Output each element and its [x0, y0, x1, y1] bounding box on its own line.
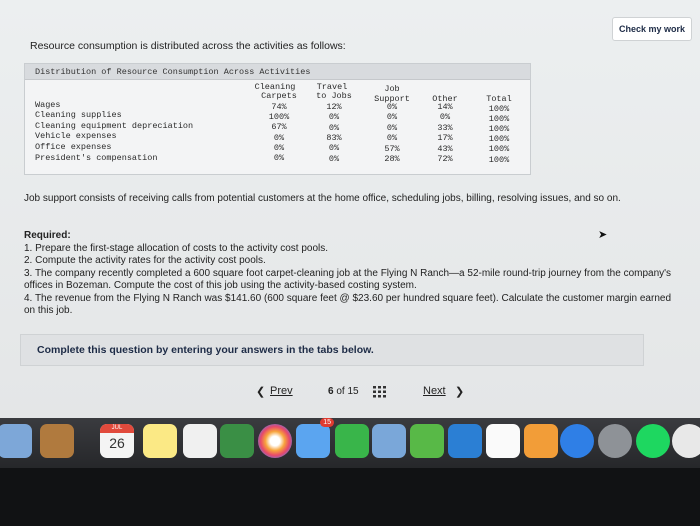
page-indicator	[328, 386, 359, 397]
cell: 0%	[273, 133, 285, 143]
cell: 0%	[328, 123, 340, 133]
grid-icon[interactable]	[373, 386, 387, 398]
cell: 57%	[384, 144, 400, 154]
app-store-icon[interactable]	[560, 424, 594, 458]
cell: 0%	[328, 143, 340, 153]
distribution-table-header	[25, 64, 530, 80]
distribution-table	[24, 63, 531, 175]
job-support-description: Job support consists of receiving calls from potential customers at the home office, scheduling jobs, billing, resolving issues, and so on.	[24, 193, 621, 204]
chevron-left-icon[interactable]: ❮	[256, 386, 266, 398]
cell: 0%	[386, 133, 398, 143]
check-my-work-button[interactable]: Check my work	[612, 17, 692, 41]
contacts-icon[interactable]	[40, 424, 74, 458]
system-preferences-icon[interactable]	[598, 424, 632, 458]
cell: 74%	[271, 102, 287, 112]
cell: 0%	[386, 112, 398, 122]
row-label: Wages	[35, 100, 61, 110]
books-icon[interactable]	[524, 424, 558, 458]
cell: 0%	[328, 112, 340, 122]
next-button[interactable]: Next	[423, 385, 446, 397]
calendar-day: 26	[109, 435, 125, 451]
cell: 100%	[488, 134, 510, 144]
cell: 100%	[488, 124, 510, 134]
cell: 100%	[488, 104, 510, 114]
prev-button[interactable]: Prev	[270, 385, 293, 397]
facetime-icon[interactable]	[335, 424, 369, 458]
col-header-carpets: Carpets	[261, 91, 297, 101]
col-header-support: Support	[374, 94, 410, 104]
pages-icon[interactable]	[372, 424, 406, 458]
cell: 14%	[437, 102, 453, 112]
col-header-cleaning: Cleaning	[254, 82, 296, 92]
maps-icon[interactable]	[220, 424, 254, 458]
numbers-icon[interactable]	[410, 424, 444, 458]
cell: 67%	[271, 122, 287, 132]
chevron-right-icon[interactable]: ❯	[455, 386, 465, 398]
pagination	[0, 383, 700, 403]
required-item-2: 2. Compute the activity rates for the activity cost pools.	[24, 255, 266, 266]
cell: 83%	[326, 133, 342, 143]
required-section	[24, 230, 684, 318]
cell: 0%	[386, 102, 398, 112]
photos-icon[interactable]	[258, 424, 292, 458]
required-item-3: 3. The company recently completed a 600 square foot carpet-cleaning job at the Flying N Ranch—a 52-mile round-trip journey from the company's offices in Bozeman. Compute the cost of this job using the activity-based costing system.	[24, 267, 672, 291]
cell: 43%	[437, 144, 453, 154]
cell: 28%	[384, 154, 400, 164]
required-heading: Required:	[24, 230, 71, 241]
row-label: President's compensation	[35, 153, 158, 163]
cell: 0%	[328, 154, 340, 164]
cell: 100%	[268, 112, 290, 122]
row-label: Vehicle expenses	[35, 131, 117, 141]
cell: 0%	[273, 153, 285, 163]
col-header-to-jobs: to Jobs	[316, 91, 352, 101]
cell: 100%	[488, 155, 510, 165]
cell: 17%	[437, 133, 453, 143]
distribution-table-title: Distribution of Resource Consumption Across Activities	[35, 67, 311, 77]
current-page: 6	[328, 386, 334, 397]
row-label: Office expenses	[35, 142, 112, 152]
required-item-4: 4. The revenue from the Flying N Ranch was $141.60 (600 square feet @ $23.60 per hundred square feet). Calculate the customer margin earned on this job.	[24, 292, 672, 316]
total-pages: of 15	[336, 386, 359, 397]
col-header-job: Job	[384, 84, 400, 94]
mouse-cursor-icon: ➤	[598, 229, 608, 241]
macos-dock	[0, 418, 700, 468]
col-header-total: Total	[486, 94, 512, 104]
cell: 0%	[273, 143, 285, 153]
calendar-icon[interactable]	[100, 424, 134, 458]
notification-badge: 15	[320, 418, 334, 427]
cell: 0%	[439, 112, 451, 122]
cell: 100%	[488, 144, 510, 154]
required-item-1: 1. Prepare the first-stage allocation of costs to the activity cost pools.	[24, 242, 329, 254]
cell: 0%	[386, 123, 398, 133]
reminders-icon[interactable]	[183, 424, 217, 458]
keynote-icon[interactable]	[448, 424, 482, 458]
col-header-other: Other	[432, 94, 458, 104]
notes-icon[interactable]	[143, 424, 177, 458]
music-icon[interactable]	[486, 424, 520, 458]
row-label: Cleaning supplies	[35, 110, 122, 120]
cell: 72%	[437, 154, 453, 164]
calendar-month: JUL	[100, 424, 134, 433]
col-header-travel: Travel	[316, 82, 348, 92]
intro-text: Resource consumption is distributed across the activities as follows:	[30, 40, 346, 52]
cell: 33%	[437, 123, 453, 133]
messages-icon[interactable]	[296, 419, 331, 458]
cell: 100%	[488, 114, 510, 124]
preview-icon[interactable]	[0, 424, 32, 458]
cell: 12%	[326, 102, 342, 112]
instructions-text: Complete this question by entering your answers in the tabs below.	[37, 344, 374, 356]
instructions-bar	[20, 334, 644, 366]
chrome-icon[interactable]	[672, 424, 700, 458]
row-label: Cleaning equipment depreciation	[35, 121, 194, 131]
spotify-icon[interactable]	[636, 424, 670, 458]
monitor-bezel	[0, 468, 700, 526]
